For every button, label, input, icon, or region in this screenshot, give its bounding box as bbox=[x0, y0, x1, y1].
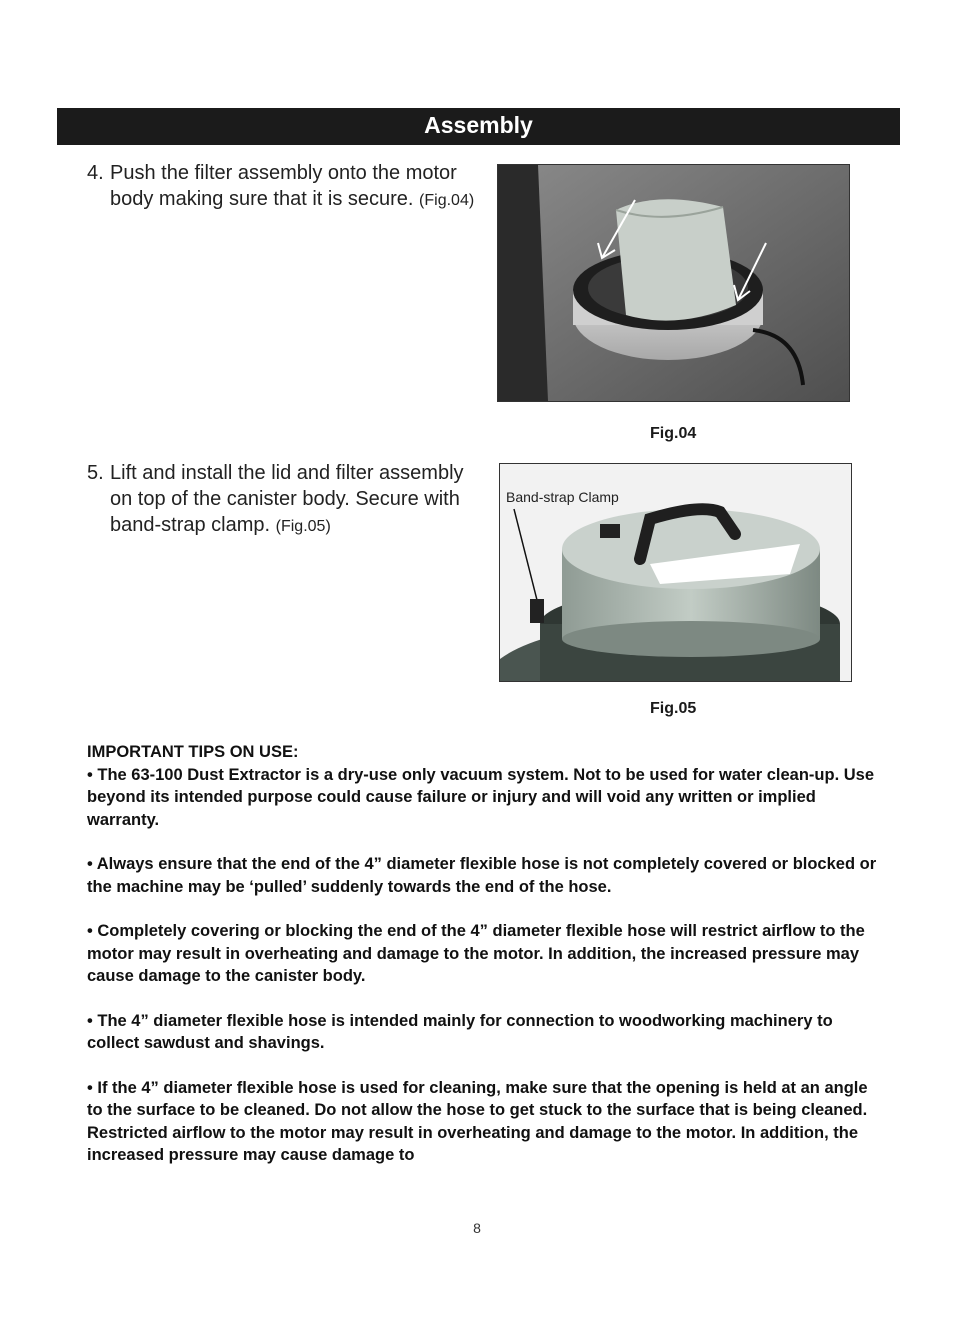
step-number: 4. bbox=[87, 162, 104, 184]
step-5 bbox=[87, 460, 487, 540]
step-text: Lift and install the lid and filter assembly on top of the canister body. Secure with band-strap clamp. bbox=[110, 462, 464, 536]
important-tips bbox=[87, 741, 877, 1167]
figure-reference: (Fig.05) bbox=[275, 518, 331, 535]
tip-item: • If the 4” diameter flexible hose is used for cleaning, make sure that the opening is held at an angle to the surface to be cleaned. Do not allow the hose to get stuck to the surface that is being cleaned. Restricted airflow to the motor may result in overheating and damage to the motor. In addition, the increased pressure may cause damage to bbox=[87, 1078, 868, 1164]
tip-item: • Completely covering or blocking the end of the 4” diameter flexible hose will restrict airflow to the motor may result in overheating and damage to the motor. In addition, the increased pressure may cause damage to the canister body. bbox=[87, 922, 865, 985]
fig04-caption: Fig.04 bbox=[650, 425, 697, 442]
section-title: Assembly bbox=[424, 112, 533, 138]
band-strap-clamp-label: Band-strap Clamp bbox=[506, 489, 619, 505]
step-text: Push the filter assembly onto the motor body making sure that it is secure. bbox=[110, 162, 457, 210]
tips-heading: IMPORTANT TIPS ON USE: bbox=[87, 743, 299, 761]
fig05-caption: Fig.05 bbox=[650, 700, 697, 717]
page-number: 8 bbox=[473, 1220, 481, 1236]
step-number: 5. bbox=[87, 462, 104, 484]
tip-item: • Always ensure that the end of the 4” diameter flexible hose is not completely covered or blocked or the machine may be ‘pulled’ suddenly towards the end of the hose. bbox=[87, 855, 877, 896]
tip-item: • The 4” diameter flexible hose is intended mainly for connection to woodworking machinery to collect sawdust and shavings. bbox=[87, 1011, 833, 1052]
filter-on-motor-illustration bbox=[498, 165, 849, 401]
fig04-photo bbox=[497, 164, 850, 402]
figure-reference: (Fig.04) bbox=[419, 192, 475, 209]
step-4 bbox=[87, 160, 487, 214]
section-header bbox=[57, 108, 900, 145]
tip-item: • The 63-100 Dust Extractor is a dry-use only vacuum system. Not to be used for water clean-up. Use beyond its intended purpose could cause failure or injury and will void any written or implied warranty. bbox=[87, 765, 875, 829]
fig05-photo bbox=[499, 463, 852, 682]
